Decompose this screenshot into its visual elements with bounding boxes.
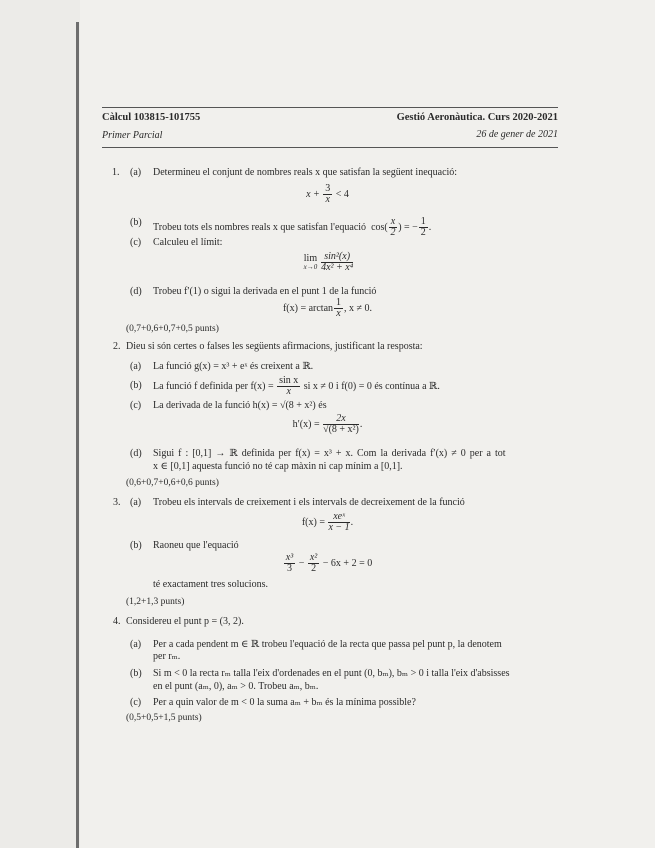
- part-text: Per a quin valor de m < 0 la suma aₘ + bₘ és la mínima possible?: [153, 697, 416, 708]
- part-label: (c): [130, 697, 142, 708]
- numerator: sin x: [279, 375, 299, 386]
- equation: [0, 298, 655, 319]
- part-text: Trobeu els intervals de creixement i els intervals de decreixement de la funció: [153, 497, 465, 508]
- denominator: 4x² + x⁴: [321, 262, 354, 273]
- part-label: (b): [130, 540, 142, 551]
- denominator: x: [325, 194, 330, 205]
- equation: [0, 414, 655, 435]
- equation: [0, 184, 655, 205]
- eq-part: − 6x + 2 = 0: [322, 557, 373, 569]
- denominator: x: [336, 308, 341, 319]
- part-text: La derivada de la funció h(x) = √(8 + x²) és: [153, 400, 327, 411]
- part-label: (a): [130, 167, 142, 178]
- question-number: 2.: [113, 341, 121, 352]
- points: (0,6+0,7+0,6+0,6 punts): [126, 478, 219, 488]
- points: (0,7+0,6+0,7+0,5 punts): [126, 324, 219, 334]
- fraction: [419, 217, 428, 238]
- part-text: Determineu el conjunt de nombres reals x que satisfan la següent inequació:: [153, 167, 458, 178]
- points: (1,2+1,3 punts): [126, 597, 185, 607]
- fraction: [389, 217, 397, 238]
- eq-part: cos(: [371, 221, 388, 233]
- numerator: sin²(x): [321, 252, 353, 263]
- header-rule-top: [102, 107, 558, 108]
- part-text: Si m < 0 la recta rₘ talla l'eix d'ordenades en el punt (0, bₘ), bₘ > 0 i talla l'eix d'absisses: [153, 668, 510, 679]
- exam-date: 26 de gener de 2021: [476, 129, 558, 140]
- part-label: (b): [130, 380, 142, 391]
- eq-part: .: [359, 418, 363, 430]
- text: Trobeu tots els nombres reals x que satisfan l'equació: [153, 221, 367, 233]
- part-label: (a): [130, 497, 142, 508]
- part-label: (c): [130, 237, 142, 248]
- numerator: xeˣ: [328, 512, 349, 523]
- part-text: [153, 376, 440, 397]
- part-label: (d): [130, 286, 142, 297]
- numerator: x³: [285, 552, 294, 563]
- limit-equation: [0, 252, 655, 273]
- part-text: Per a cada pendent m ∈ ℝ trobeu l'equació de la recta que passa pel punt p, la denotem: [153, 639, 502, 650]
- lim: lim: [303, 252, 318, 264]
- numerator: x²: [309, 552, 318, 563]
- eq-part: .: [350, 516, 354, 528]
- part-text: Trobeu f′(1) o sigui la derivada en el punt 1 de la funció: [153, 286, 377, 297]
- part-label: (c): [130, 400, 142, 411]
- numerator: 3: [325, 183, 331, 194]
- denominator: 3: [287, 563, 292, 574]
- part-label: (a): [130, 639, 142, 650]
- equation: [0, 553, 655, 574]
- denominator: 2: [390, 227, 396, 238]
- fraction: [277, 376, 300, 397]
- degree-title: Gestió Aeronàutica. Curs 2020-2021: [396, 112, 558, 123]
- eq-part: f(x) = arctan: [282, 302, 334, 314]
- denominator: 2: [311, 563, 317, 574]
- part-text: té exactament tres solucions.: [153, 579, 268, 590]
- part-label: (a): [130, 361, 142, 372]
- eq-part: −: [298, 557, 305, 569]
- eq-part: h′(x) =: [292, 418, 320, 430]
- fraction: [328, 512, 349, 533]
- part-text: La funció g(x) = x³ + eˣ és creixent a ℝ.: [153, 361, 314, 372]
- part-label: (d): [130, 448, 142, 459]
- denominator: x: [286, 386, 291, 397]
- question-number: 4.: [113, 616, 121, 627]
- part-text: Calculeu el límit:: [153, 237, 223, 248]
- eq-part: .: [428, 221, 432, 233]
- eq-part: x +: [306, 188, 320, 200]
- fraction: [284, 553, 295, 574]
- denominator: x − 1: [328, 522, 350, 533]
- lim-sub: x→0: [303, 262, 318, 271]
- equation: [0, 512, 655, 533]
- question-number: 1.: [112, 167, 120, 178]
- question-text: Considereu el punt p = (3, 2).: [126, 616, 244, 627]
- denominator: 2: [420, 227, 426, 238]
- scan-binding-edge: [76, 22, 79, 848]
- fraction: [321, 252, 353, 273]
- numerator: 1: [420, 216, 426, 227]
- course-title: Càlcul 103815-101755: [102, 112, 201, 123]
- part-text: [153, 217, 431, 238]
- part-label: (b): [130, 217, 142, 228]
- fraction: [334, 298, 343, 319]
- part-text: en el punt (aₘ, 0), aₘ > 0. Trobeu aₘ, bₘ.: [153, 681, 319, 692]
- denominator: √(8 + x²): [323, 424, 359, 435]
- fraction: [323, 414, 359, 435]
- eq-part: < 4: [335, 188, 349, 200]
- text: La funció f definida per f(x) =: [153, 380, 274, 392]
- eq-part: ) = −: [398, 221, 418, 233]
- part-text: per rₘ.: [153, 651, 181, 662]
- numerator: 1: [336, 297, 342, 308]
- part-text: x ∈ [0,1] aquesta funció no té cap màxin ni cap mínim a [0,1].: [153, 461, 403, 472]
- question-number: 3.: [113, 497, 121, 508]
- points: (0,5+0,5+1,5 punts): [126, 713, 202, 723]
- part-text: Sigui f : [0,1] → ℝ definida per f(x) = x³ + x. Com la derivada f′(x) ≠ 0 per a tot: [153, 448, 506, 459]
- eq-part: , x ≠ 0.: [344, 302, 373, 314]
- numerator: 2x: [323, 414, 359, 425]
- part-text: Raoneu que l'equació: [153, 540, 239, 551]
- numerator: x: [390, 216, 396, 227]
- part-label: (b): [130, 668, 142, 679]
- fraction: [323, 184, 332, 205]
- question-text: Dieu si són certes o falses les següents afirmacions, justificant la resposta:: [126, 341, 423, 352]
- exam-name: Primer Parcial: [102, 130, 163, 141]
- eq-part: f(x) =: [301, 516, 325, 528]
- limit: [302, 254, 319, 272]
- header-rule-bottom: [102, 147, 558, 148]
- text: si x ≠ 0 i f(0) = 0 és contínua a ℝ.: [303, 380, 440, 392]
- fraction: [308, 553, 319, 574]
